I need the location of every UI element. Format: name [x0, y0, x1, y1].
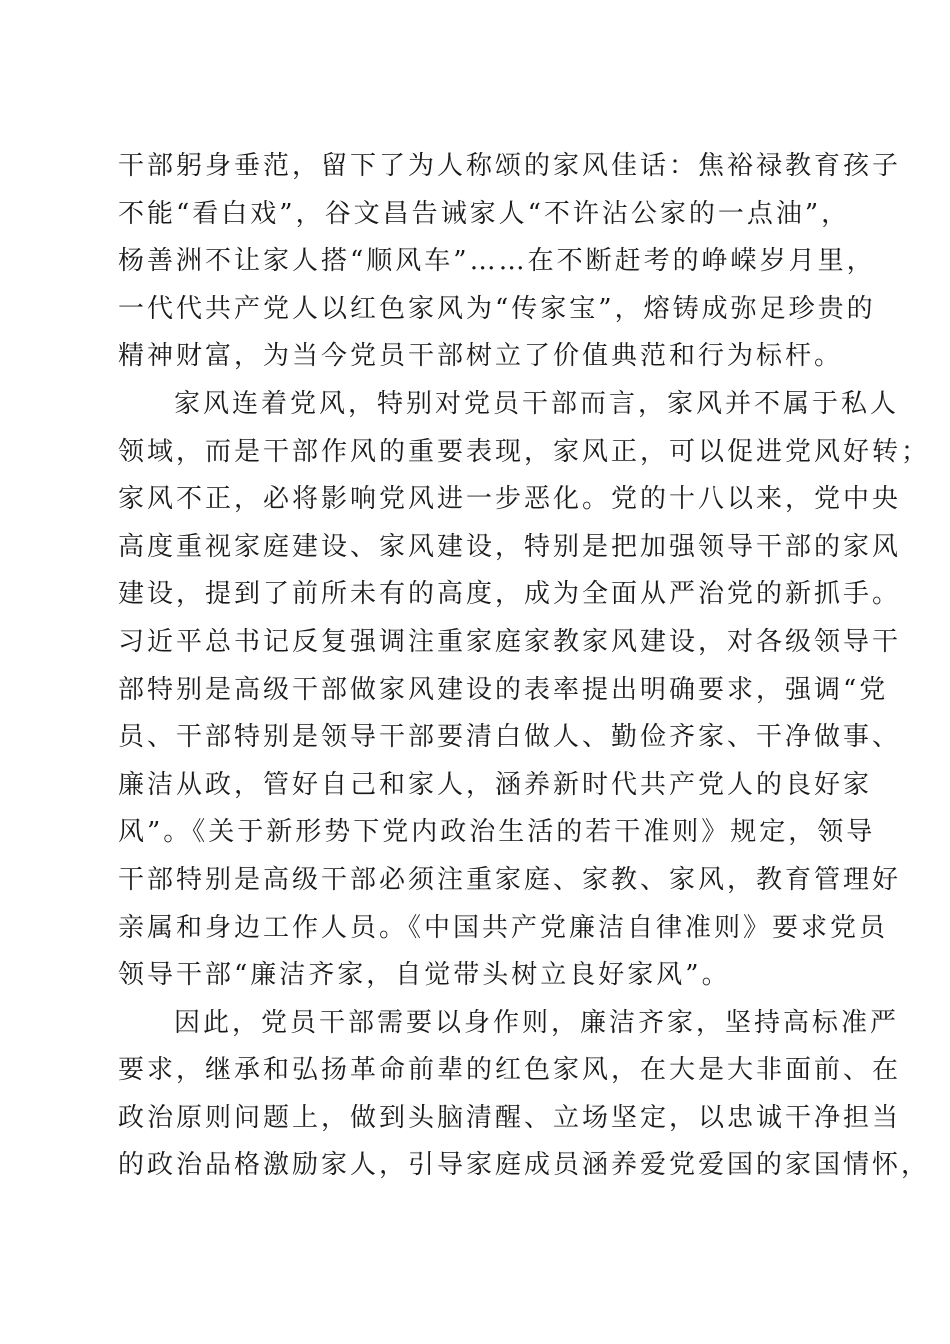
text-line: 干部躬身垂范，留下了为人称颂的家风佳话：焦裕禄教育孩子 [118, 151, 902, 181]
text-line: 干部特别是高级干部必须注重家庭、家教、家风，教育管理好 [118, 864, 902, 895]
text-line: 精神财富，为当今党员干部树立了价值典范和行为标杆。 [118, 341, 844, 372]
text-line: 不能“看白戏”，谷文昌告诫家人“不许沾公家的一点油”， [118, 198, 851, 229]
body-text [118, 143, 931, 1190]
text-line: 的政治品格激励家人，引导家庭成员涵养爱党爱国的家国情怀， [118, 1150, 931, 1181]
text-line: 风”。《关于新形势下党内政治生活的若干准则》规定，领导 [118, 817, 876, 848]
text-line: 领域，而是干部作风的重要表现，家风正，可以促进党风好转； [118, 436, 931, 467]
text-line: 政治原则问题上，做到头脑清醒、立场坚定，以忠诚干净担当 [118, 1102, 902, 1133]
text-line: 员、干部特别是领导干部要清白做人、勤俭齐家、干净做事、 [118, 722, 902, 753]
text-line: 一代代共产党人以红色家风为“传家宝”，熔铸成弥足珍贵的 [118, 293, 876, 324]
text-line: 建设，提到了前所未有的高度，成为全面从严治党的新抓手。 [118, 579, 902, 610]
text-line: 高度重视家庭建设、家风建设，特别是把加强领导干部的家风 [118, 531, 902, 562]
text-line: 家风不正，必将影响党风进一步恶化。党的十八以来，党中央 [118, 484, 902, 515]
text-line: 领导干部“廉洁齐家，自觉带头树立良好家风”。 [118, 960, 731, 991]
text-line: 亲属和身边工作人员。《中国共产党廉洁自律准则》要求党员 [118, 912, 889, 943]
text-line: 廉洁从政，管好自己和家人，涵养新时代共产党人的良好家 [118, 769, 873, 800]
text-line: 部特别是高级干部做家风建设的表率提出明确要求，强调“党 [118, 674, 889, 705]
text-line: 要求，继承和弘扬革命前辈的红色家风，在大是大非面前、在 [118, 1055, 902, 1086]
paragraph-start-line: 家风连着党风，特别对党员干部而言，家风并不属于私人 [174, 388, 900, 419]
paragraph-start-line: 因此，党员干部需要以身作则，廉洁齐家，坚持高标准严 [174, 1007, 900, 1038]
text-line: 习近平总书记反复强调注重家庭家教家风建设，对各级领导干 [118, 626, 902, 657]
text-line: 杨善洲不让家人搭“顺风车”……在不断赶考的峥嵘岁月里， [118, 246, 876, 277]
